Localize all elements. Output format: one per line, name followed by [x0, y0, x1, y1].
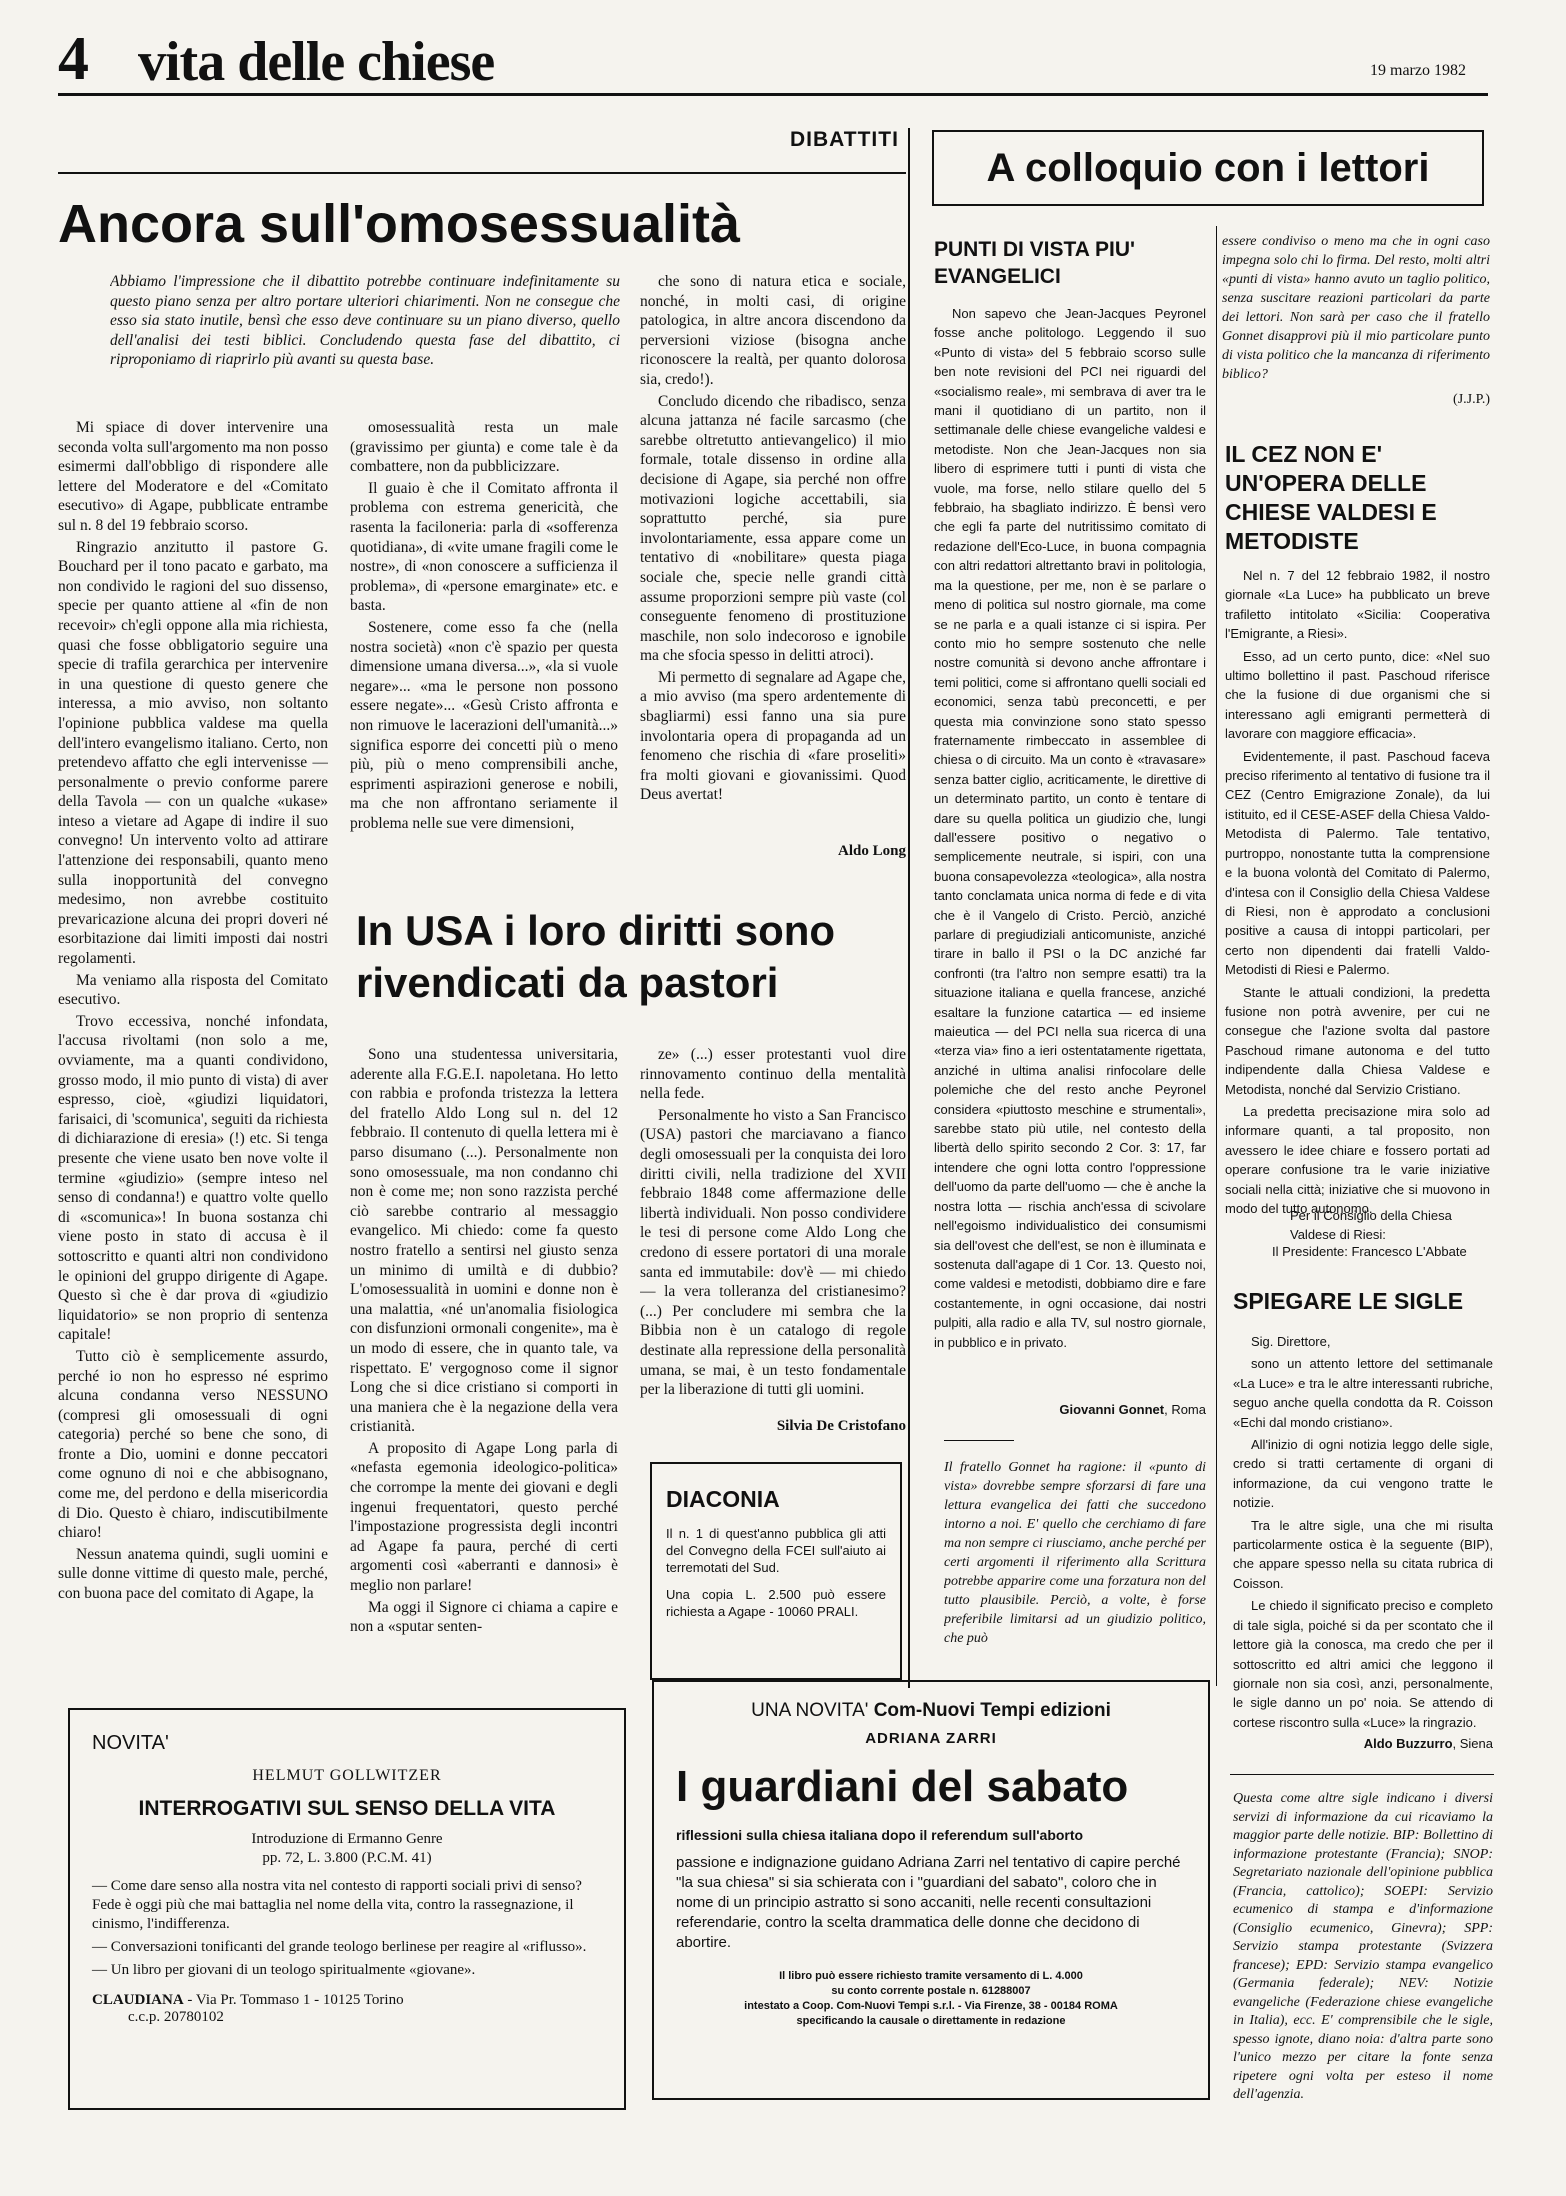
punti-body [934, 304, 1206, 1382]
punti-reply-rule [944, 1440, 1014, 1441]
issue-date: 19 marzo 1982 [1370, 62, 1466, 79]
punti-signature-place: , Roma [1164, 1402, 1206, 1417]
punti-reply: Il fratello Gonnet ha ragione: il «punto di vista» dovrebbe sempre sforzarsi di fare una lettura evangelica dei fatti che succedono intorno a noi. E' quello che cerchiamo di fare ma non sempre ci riusciamo, anche perché per certi argomenti il riferimento alla Scrittura potrebbe apparire come una forzatura non del tutto plausibile. Perciò, a volte, è forse preferibile limitarsi ad un giudizio politico, che può [944, 1460, 1206, 1646]
article1-signature: Aldo Long [838, 843, 906, 859]
claudiana-intro: Introduzione di Ermanno Genre [251, 1831, 443, 1847]
diaconia-box [650, 1462, 902, 1680]
claudiana-ad [68, 1708, 626, 2110]
article1-headline: Ancora sull'omosessualità [58, 194, 741, 254]
article1-paragraph: che sono di natura etica e sociale, nonché, in molti casi, di origine patologica, in altre ancora discendono da perversioni viziose (bisogna anche riconoscere la realtà, per quanto dolorosa sia, credo!). [640, 273, 906, 388]
sigle-title: SPIEGARE LE SIGLE [1233, 1288, 1464, 1314]
nuovi-tempi-label: UNA NOVITA' [751, 1700, 869, 1721]
claudiana-author: HELMUT GOLLWITZER [252, 1767, 442, 1784]
claudiana-title: INTERROGATIVI SUL SENSO DELLA VITA [138, 1797, 556, 1820]
punti-signature [934, 1402, 1206, 1417]
nuovi-tempi-order-line: Il libro può essere richiesto tramite versamento di L. 4.000 [779, 1970, 1083, 1982]
article1-paragraph: Nessun anatema quindi, sugli uomini e sulle donne vittime di questo male, perché, con buona pace del comitato di Agape, la [58, 1545, 328, 1603]
cez-paragraph: Stante le attuali condizioni, la predetta fusione non potrà avvenire, per cui ne consegue che l'azione svolta dal pastore Paschoud rimane autonoma e del tutto indipendente dalla Chiesa Valdese e Metodista, nonché dal Servizio Cristiano. [1225, 984, 1490, 1097]
sigle-paragraph: All'inizio di ogni notizia leggo delle sigle, credo si tratti certamente di organi di informazione, da cui vengono tratte le notizie. [1233, 1437, 1493, 1511]
colloquio-title: A colloquio con i lettori [986, 145, 1430, 190]
article1-paragraph: Mi spiace di dover intervenire una seconda volta sull'argomento ma non posso esimermi dall'obbligo di rispondere alle lettere del Moderatore e del «Comitato esecutivo» di Agape, pubblicate entrambe sul n. 8 del 19 febbraio scorso. [58, 419, 328, 534]
sigle-paragraph: sono un attento lettore del settimanale «La Luce» e tra le altre interessanti rubriche, seguo anche quella condotta da R. Coisson «Echi dal mondo cristiano». [1233, 1356, 1493, 1430]
punti-paragraph: Non sapevo che Jean-Jacques Peyronel fosse anche politologo. Leggendo il suo «Punto di vista» del 5 febbraio scorso sulle ben note revisioni del PCI nei riguardi del «socialismo reale», mi sembrava di aver tra le mani il quotidiano di un partito, non il settimanale delle chiese evangeliche valdesi e metodiste. Non che Jean-Jacques non sia libero di esprimere tutti i punti di vista che vuole, ma forse, nello stilare quello del 5 febbraio, ha sbagliato indirizzo. È bensì vero che egli fa parte del nutritissimo comitato di redazione dell'Eco-Luce, in buona compagnia con altri redattori altrettanto bravi in politologia, ma la questione, per me, non è se parlare o meno di politica sul nostro giornale, ma come se ne parla e a quali istanze ci si ispira. Per conto mio ho sempre sostenuto che nelle nostre comunità si devono anche affrontare i temi politici, come si affrontano quelli sociali ed economici, senza tabù preconcetti, e per questa mia convinzione sono stato spesso fraternamente rimbeccato in assemblee di chiesa o di circuito. Ma un conto è «travasare» senza batter ciglio, acriticamente, le direttive di un determinato partito, un conto è tentare di dare su quella politica un giudizio che, lungi dall'essere positivo o negativo o semplicemente neutrale, si ispiri, con una buona consapevolezza «teologica», alla nostra tanto conclamata unica norma di fede e di vita che è il Vangelo di Cristo. Perciò, anziché parlare di pregiudiziali anticomuniste, anziché tirare in ballo il PSI o la DC anziché far confronti (tra l'altro non sempre esatti) tra la situazione italiana e quella francese, anziché esaltare la funzione catartica — ed insieme maieutica — del PCI nella sua ricerca di una «terza via» fino a ieri ostentatamente rigettata, anziché in ultima analisi rinfocolare delle polemiche che del resto anche Peyronel considera «piuttosto meschine e strumentali», sarebbe stato più utile, nel contesto della libertà dello spirito secondo 2 Cor. 3: 17, far intendere che ogni lotta contro l'oppressione dell'uomo da parte dell'uomo — che è anche la nostra lotta — rischia anch'essa di scivolare nell'egoismo individualistico dei consumismi sia dell'ovest che dell'est, se non è illuminata e sostenuta dall'agape di 1 Cor. 13. Questo noi, come valdesi e metodisti, dobbiamo dire e fare costantemente, in ogni occasione, dai nostri pulpiti, alla radio e alla TV, sul nostro giornale, in pubblico e in privato. [934, 306, 1206, 1350]
nuovi-tempi-order [676, 1969, 1186, 2029]
sigle-body [1233, 1332, 1493, 1732]
nuovi-tempi-title: I guardiani del sabato [676, 1762, 1129, 1811]
left-column-divider [908, 128, 910, 1688]
article2-paragraph: Sono una studentessa universitaria, aderente alla F.G.E.I. napoletana. Ho letto con rabbia e profonda tristezza la lettera del fratello Aldo Long sul n. del 12 febbraio. Il contenuto di quella lettera mi è parso disumano (...). Personalmente non sono omosessuale, ma non condanno chi non è come me; non sono razzista perché ciò sarebbe contrario al messaggio evangelico. Mi chiedo: come fa questo nostro fratello a sentirsi nel giusto senza un minimo di umiltà e di dubbio? L'omosessualità in uomini e donne non è una malattia, «né un'anomalia fisiologica con disfunzioni ormonali congenite», ma è un modo di essere, che in quanto tale, va rispettato. E' vergognoso come il signor Long che si dice cristiano si comporti in una maniera che è la negazione della vera cristianità. [350, 1046, 618, 1436]
sigle-paragraph: Tra le altre sigle, una che mi risulta particolarmente ostica è la seguente (BIP), che appare spesso nella su citata rubrica di Coisson. [1233, 1517, 1493, 1591]
nuovi-tempi-order-line: su conto corrente postale n. 61288007 [831, 1985, 1031, 1997]
diaconia-title: DIACONIA [666, 1486, 780, 1512]
punti-reply-signature: (J.J.P.) [1453, 392, 1490, 407]
nuovi-tempi-subtitle: riflessioni sulla chiesa italiana dopo il referendum sull'aborto [676, 1827, 1084, 1843]
claudiana-address: - Via Pr. Tommaso 1 - 10125 Torino [183, 1992, 404, 2008]
article1-paragraph: Mi permetto di segnalare ad Agape che, a mio avviso (ma spero ardentemente di sbagliarmi) essi fanno una sia pure involontaria opera di propaganda ad un fenomeno che rischia di «fare proseliti» fra molti giovani e giovanissimi. Quod Deus avertat! [640, 668, 906, 804]
punti-signature-name: Giovanni Gonnet [1059, 1402, 1165, 1417]
article1-paragraph: Ma veniamo alla risposta del Comitato esecutivo. [58, 971, 328, 1009]
article1-paragraph: Ringrazio anzitutto il pastore G. Bouchard per il tono pacato e garbato, ma non condivido le ragioni del suo dissenso, specie per quanto attiene al «fin de non recevoir» ch'egli oppone alla mia richiesta, quasi che fosse obbligatorio seguire una specie di trafila gerarchica per intervenire in una questione di questo genere che interessa, a mio avviso, non soltanto l'opinione pubblica valdese ma quella dell'intero evangelismo italiano. Certo, non pretendevo affatto che egli intervenisse — personalmente o previo conforme parere della Tavola — con un qualche «ukase» inteso a vietare ad Agape di indire il suo convegno! Un intervento volto ad attirare l'attenzione dei responsabili, quanto meno sulla inopportunità del convegno medesimo, non avrebbe costituito prevaricazione alcuna dei propri doveri né esorbitazione dai limiti imposti dai nostri regolamenti. [58, 538, 328, 968]
claudiana-details: pp. 72, L. 3.800 (P.C.M. 41) [262, 1850, 432, 1866]
cez-paragraph: Evidentemente, il past. Paschoud faceva preciso riferimento al tentativo di fusione tra il CEZ (Centro Emigrazione Zonale), da lui istituito, ed il CESE-ASEF della Chiesa Valdo-Metodista di Palermo. Tale tentativo, purtroppo, nonostante tutta la comprensione e la buona volontà del Comitato di Palermo, d'intesa con il Consiglio della Chiesa Valdese di Riesi, non è approdato a conclusioni positive a causa di intoppi particolari, per certo non dipendenti dai fratelli Valdo-Metodisti di Riesi e Palermo. [1225, 748, 1490, 978]
page-number: 4 [58, 25, 89, 93]
article2-column-1 [350, 1045, 618, 1685]
article1-paragraph: Concludo dicendo che ribadisco, senza alcuna jattanza né facile sarcasmo (che sarebbe oltretutto antievangelico) il mio formale, totale dissenso in ordine alla decisione di Agape, sia perché non offre motivazioni logiche accettabili, sia soprattutto perché, sia pure involontariamente, essa appare come un tentativo di «nobilitare» questa piaga sociale che, specie nelle grandi città assume proporzioni sempre più vaste (col conseguente fenomeno di prostituzione maschile, non solo indecoroso e ignobile ma che sfocia spesso in delitti atroci). [640, 392, 906, 665]
nuovi-tempi-author: ADRIANA ZARRI [865, 1730, 997, 1747]
right-column-divider [1216, 226, 1217, 1686]
article2-headline: In USA i loro diritti sono rivendicati da pastori [356, 907, 836, 1006]
diaconia-price: Una copia L. 2.500 può essere richiesta a Agape - 10060 PRALI. [666, 1587, 886, 1619]
article1-paragraph: Trovo eccessiva, nonché infondata, l'accusa rivoltami (non solo a me, ovviamente, ma a quanti condividono, grosso modo, il mio punto di vista) di aver espresso, cioè, «giudizi liquidatori, farisaici, di 'scomunica', seguiti da richiesta di dichiarazione di eresia» (!) etc. Si tenga presente che viene usato ben nove volte il termine «giudizio» (sempre inteso nel senso di condanna!) e quattro volte quello di «scomunica»! In buona sostanza chi viene posto in stato di accusa è il sottoscritto e quanti altri non condividono le opinioni del gruppo dirigente di Agape. Questo sì che è dar prova di «giudizio liquidatorio» se non proprio di sentenza capitale! [58, 1012, 328, 1344]
punti-reply-continued: essere condiviso o meno ma che in ogni caso impegna solo chi lo firma. Del resto, molti altri «punti di vista» hanno avuto un taglio politico, senza suscitare reazioni particolari da parte dei lettori. Non sarà per caso che il fratello Gonnet disapprovi più il mio particolare punto di vista politico che la mancanza di riferimento biblico? [1222, 234, 1490, 382]
nuovi-tempi-order-line: intestato a Coop. Com-Nuovi Tempi s.r.l. - Via Firenze, 38 - 00184 ROMA [744, 2000, 1118, 2012]
article1-intro: Abbiamo l'impressione che il dibattito potrebbe continuare indefinitamente su questo piano senza per altro portare ulteriori chiarimenti. Non ne consegue che esso sia stato inutile, bensì che esso deve continuare su un piano diverso, quello dell'analisi dei testi biblici. Concludendo questa fase del dibattito, ci riproponiamo di riaprirlo più avanti su questa base. [110, 273, 620, 369]
article1-paragraph: omosessualità resta un male (gravissimo per giunta) e come tale è da combattere, non da pubblicizzare. [350, 419, 618, 476]
sigle-signature-name: Aldo Buzzurro [1363, 1736, 1453, 1751]
claudiana-bullet: — Un libro per giovani di un teologo spiritualmente «giovane». [92, 1962, 476, 1978]
sigle-signature [1233, 1736, 1493, 1751]
article1-paragraph: Sostenere, come esso fa che (nella nostra società) «non c'è spazio per questa dimensione umana diversa...», «la si vuole negare»... «ma le persone non possono essere negate»... «Gesù Cristo affronta e non rimuove le lacerazioni dell'umanità...» significa esporre dei concetti più o meno più, più o meno comprensibili anche, esprimenti aspirazioni generose e nobili, ma che non affrontano seriamente il problema nelle sue vere dimensioni, [350, 618, 618, 832]
punti-title: PUNTI DI VISTA PIU' EVANGELICI [934, 238, 1136, 288]
section-label: DIBATTITI [790, 128, 899, 151]
article2-paragraph: ze» (...) esser protestanti vuol dire rinnovamento continuo della mentalità nella fede. [640, 1046, 906, 1103]
diaconia-text: Il n. 1 di quest'anno pubblica gli atti del Convegno della FCEI sull'aiuto ai terremotati del Sud. [666, 1526, 886, 1575]
nuovi-tempi-order-line: specificando la causale o direttamente in redazione [796, 2015, 1066, 2027]
masthead-rule [58, 93, 1488, 96]
nuovi-tempi-header [676, 1700, 1186, 1722]
nuovi-tempi-publisher: Com-Nuovi Tempi edizioni [873, 1700, 1111, 1721]
sigle-note-rule [1230, 1774, 1494, 1775]
claudiana-ccp: c.c.p. 20780102 [128, 2009, 224, 2025]
cez-signature-president: Il Presidente: Francesco L'Abbate [1272, 1244, 1467, 1259]
sigle-paragraph: Sig. Direttore, [1251, 1334, 1331, 1349]
nuovi-tempi-description: passione e indignazione guidano Adriana Zarri nel tentativo di capire perché "la sua chiesa" si sia schierata con i "guardiani del sabato", coloro che in nome di un principio astratto si sono accaniti, nelle recenti consultazioni referendarie, contro la scelta drammatica delle donne che decidono di abortire. [676, 1854, 1181, 1951]
section-rule [58, 172, 906, 174]
sigle-note: Questa come altre sigle indicano i diversi servizi di informazione da cui ricaviamo la maggior parte delle notizie. BIP: Bollettino di informazione protestante (Francia); SNOP: Segretariato nazionale dell'opinione pubblica (Francia, cattolico); SOEPI: Servizio ecumenico di stampa e d'informazione (Consiglio ecumenico, Ginevra); SPP: Servizio stampa protestante (Svizzera francese); EPD: Servizio stampa evangelico (Germania federale); NEV: Notizie evangeliche (Federazione chiese evangeliche in Italia), ecc. E' comprensibile che le sigle, spesso ignote, diano noia: d'altra parte sono l'unico mezzo per citare la fonte senza ripetere ogni volta per esteso il nome dell'agenzia. [1233, 1791, 1493, 2102]
article1-column-1 [58, 418, 328, 1678]
article2-paragraph: Personalmente ho visto a San Francisco (USA) pastori che marciavano a fianco degli omosessuali per la conquista dei loro diritti civili, nella tradizione del XVII febbraio 1848 come affermazione delle libertà individuali. Non posso condividere le tesi di persone come Aldo Long che credono di essere portatori di una morale santa ed immutabile: dov'è — mi chiedo — la vera tolleranza del cristianesimo? (...) Per concludere mi sembra che la Bibbia non è un catalogo di regole destinate alla repressione della personalità umana, se mai, è un testo fondamentale per la liberazione di tutti gli uomini. [640, 1106, 906, 1399]
sigle-signature-place: , Siena [1452, 1736, 1493, 1751]
colloquio-header [932, 130, 1484, 206]
cez-paragraph: La predetta precisazione mira solo ad informare quanti, a tal proposito, non avessero le idee chiare e fossero portati ad operare confusione tra le varie iniziative sociali nella città; iniziative che si muovono in modo del tutto autonomo. [1225, 1103, 1490, 1216]
cez-paragraph: Nel n. 7 del 12 febbraio 1982, il nostro giornale «La Luce» ha pubblicato un breve trafiletto intitolato «Sicilia: Cooperativa l'Emigrante, a Riesi». [1225, 568, 1490, 642]
claudiana-publisher-line [92, 1992, 602, 2009]
cez-title: IL CEZ NON E' UN'OPERA DELLE CHIESE VALDESI E METODISTE [1225, 441, 1437, 554]
article1-column-3 [640, 272, 906, 827]
article1-paragraph: Tutto ciò è semplicemente assurdo, perché io non ho espresso né esprimo alcuna condanna verso NESSUNO (compresi gli omosessuali di ogni categoria) perché so bene che sono, di fronte a Dio, uomini e donne peccatori come ognuno di noi e che abbisognano, come me, del perdono e della misericordia di Dio. Questo è chiaro, indiscutibilmente chiaro! [58, 1347, 328, 1542]
cez-body [1225, 566, 1490, 1226]
masthead-title: vita delle chiese [138, 31, 495, 93]
sigle-paragraph: Le chiedo il significato preciso e completo di tale sigla, poiché si da per scontato che il lettore già la conosca, ma credo che per il sottoscritto ed altri amici che leggono il giornale non sia così, anzi, personalmente, le sigle danno un po' noia. Se attendo di cortese riscontro sulla «Luce» la ringrazio. [1233, 1598, 1493, 1730]
claudiana-bullet: — Conversazioni tonificanti del grande teologo berlinese per reagire al «riflusso». [92, 1939, 587, 1955]
article2-paragraph: Ma oggi il Signore ci chiama a capire e non a «sputar senten- [350, 1598, 618, 1636]
article2-signature: Silvia De Cristofano [776, 1418, 906, 1434]
article2-paragraph: A proposito di Agape Long parla di «nefasta egemonia ideologico-politica» che corrompe la mente dei giovani e degli ingenui frequentatori, questo perché l'impostazione progressista degli incontri ad Agape fa paura, perché di certi argomenti così «aberranti e dannosi» è meglio non parlare! [350, 1439, 618, 1595]
cez-paragraph: Esso, ad un certo punto, dice: «Nel suo ultimo bollettino il past. Paschoud riferisce che la fusione di due organismi che si interessano agli emigranti permetterà di lavorare con maggiore efficacia». [1225, 648, 1490, 742]
claudiana-publisher: CLAUDIANA [92, 1992, 184, 2008]
cez-signature-council: Per il Consiglio della Chiesa Valdese di Riesi: [1290, 1208, 1452, 1242]
claudiana-label: NOVITA' [92, 1732, 169, 1754]
claudiana-bullet: — Come dare senso alla nostra vita nel contesto di rapporti sociali privi di senso? Fede è oggi più che mai battaglia nel nome della vita, contro la rassegnazione, il cinismo, l'indifferenza. [92, 1878, 582, 1932]
article1-column-2 [350, 418, 618, 883]
article1-paragraph: Il guaio è che il Comitato affronta il problema con estrema genericità, che rasenta la faciloneria: parla di «sofferenza quotidiana», di «vite umane fragili come le nostre», di «non conoscere a sufficienza il problema», di «persone emarginate» etc. e basta. [350, 479, 618, 615]
nuovi-tempi-ad [652, 1680, 1210, 2100]
article2-column-2 [640, 1045, 906, 1400]
